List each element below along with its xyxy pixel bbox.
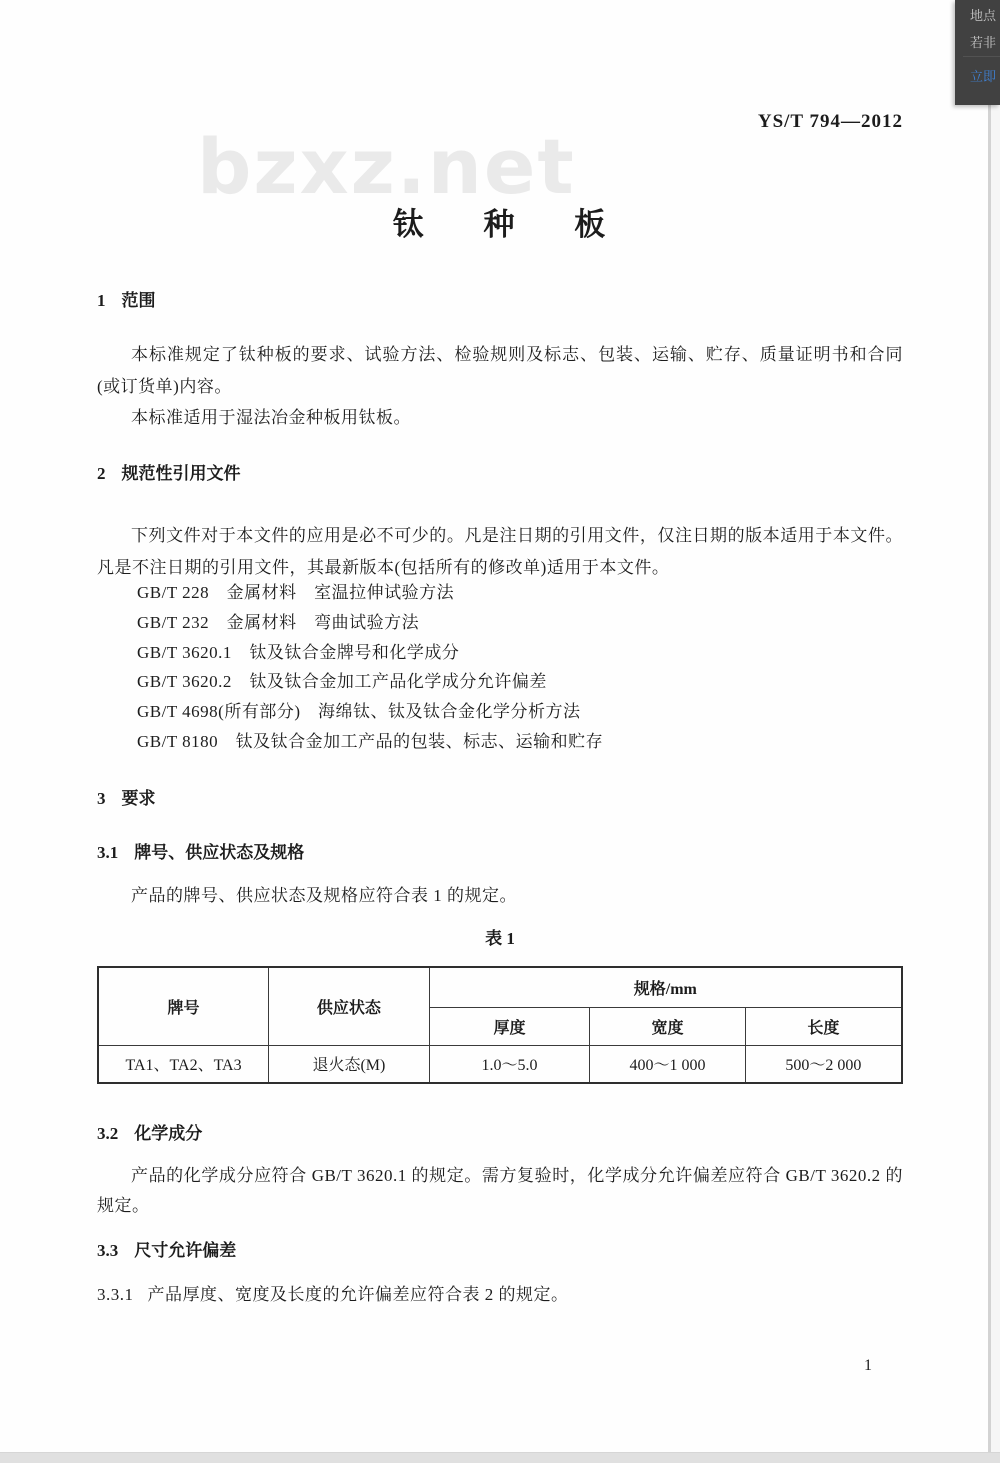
section-title: 要求 (121, 789, 156, 808)
section-2-heading (97, 459, 903, 484)
section-title: 化学成分 (134, 1124, 203, 1143)
cell-width: 400～1 000 (590, 1045, 746, 1083)
section-number: 3.2 (97, 1124, 119, 1143)
table-1-caption: 表 1 (485, 929, 515, 948)
table-1 (97, 966, 903, 1084)
section-title: 规范性引用文件 (121, 464, 241, 483)
section-number: 1 (97, 291, 106, 310)
section-number: 2 (97, 464, 106, 483)
section-number: 3 (97, 789, 106, 808)
overlay-popup-panel (955, 0, 1000, 105)
paragraph-text: 产品厚度、宽度及长度的允许偏差应符合表 2 的规定。 (147, 1285, 569, 1304)
cell-state: 退火态(M) (269, 1045, 430, 1083)
section-title: 牌号、供应状态及规格 (134, 843, 305, 862)
reference-item: GB/T 8180 钛及钛合金加工产品的包装、标志、运输和贮存 (137, 731, 604, 751)
section-1-paragraph-1: 本标准规定了钛种板的要求、试验方法、检验规则及标志、包装、运输、贮存、质量证明书和合同(或订货单)内容。 (97, 345, 903, 396)
reference-item: GB/T 228 金属材料 室温拉伸试验方法 (137, 583, 455, 602)
overlay-text-line: 地点 (970, 8, 997, 23)
section-number: 3.1 (97, 843, 119, 862)
reference-item: GB/T 4698(所有部分) 海绵钛、钛及钛合金化学分析方法 (137, 702, 581, 722)
section-3-2-paragraph: 产品的化学成分应符合 GB/T 3620.1 的规定。需方复验时，化学成分允许偏差应符合 GB/T 3620.2 的规定。 (97, 1166, 903, 1215)
page-edge-margin (991, 100, 1000, 1453)
document-title: 钛 种 板 (392, 207, 608, 242)
table-header-brand: 牌号 (98, 967, 269, 1045)
table-header-width: 宽度 (590, 1007, 746, 1045)
section-title: 尺寸允许偏差 (134, 1241, 237, 1260)
cell-thickness: 1.0～5.0 (429, 1045, 590, 1083)
section-3-3-1-paragraph (97, 1280, 903, 1305)
page-number: 1 (864, 1357, 872, 1374)
section-1-heading (97, 286, 903, 311)
reference-item: GB/T 3620.2 钛及钛合金加工产品化学成分允许偏差 (137, 672, 547, 692)
page-bottom-edge (0, 1452, 1000, 1463)
table-header-length: 长度 (745, 1007, 902, 1045)
section-3-1-heading (97, 838, 903, 863)
section-number: 3.3 (97, 1241, 119, 1260)
section-2-paragraph: 下列文件对于本文件的应用是必不可少的。凡是注日期的引用文件，仅注日期的版本适用于本文件。凡是不注日期的引用文件，其最新版本(包括所有的修改单)适用于本文件。 (97, 526, 903, 577)
section-title: 范围 (121, 291, 156, 310)
overlay-text-line: 若非 (970, 35, 997, 50)
cell-brand: TA1、TA2、TA3 (98, 1045, 269, 1083)
section-3-heading (97, 784, 903, 809)
section-3-1-paragraph: 产品的牌号、供应状态及规格应符合表 1 的规定。 (131, 886, 517, 905)
overlay-divider (963, 56, 1000, 57)
table-header-thickness: 厚度 (429, 1007, 590, 1045)
reference-item: GB/T 3620.1 钛及钛合金牌号和化学成分 (137, 642, 460, 662)
standard-number: YS/T 794—2012 (757, 111, 903, 132)
table-row (98, 1045, 902, 1083)
table-header-state: 供应状态 (269, 967, 430, 1045)
cell-length: 500～2 000 (745, 1045, 902, 1083)
section-3-3-heading (97, 1236, 903, 1261)
overlay-action-link[interactable]: 立即 (970, 69, 997, 84)
reference-item: GB/T 232 金属材料 弯曲试验方法 (137, 612, 420, 632)
section-1-paragraph-2: 本标准适用于湿法冶金种板用钛板。 (131, 408, 411, 427)
section-number: 3.3.1 (97, 1285, 134, 1304)
watermark-text: bzxz.net (197, 122, 576, 211)
normative-references-list (97, 578, 903, 757)
section-3-2-heading (97, 1119, 903, 1144)
table-header-spec: 规格/mm (429, 967, 902, 1007)
